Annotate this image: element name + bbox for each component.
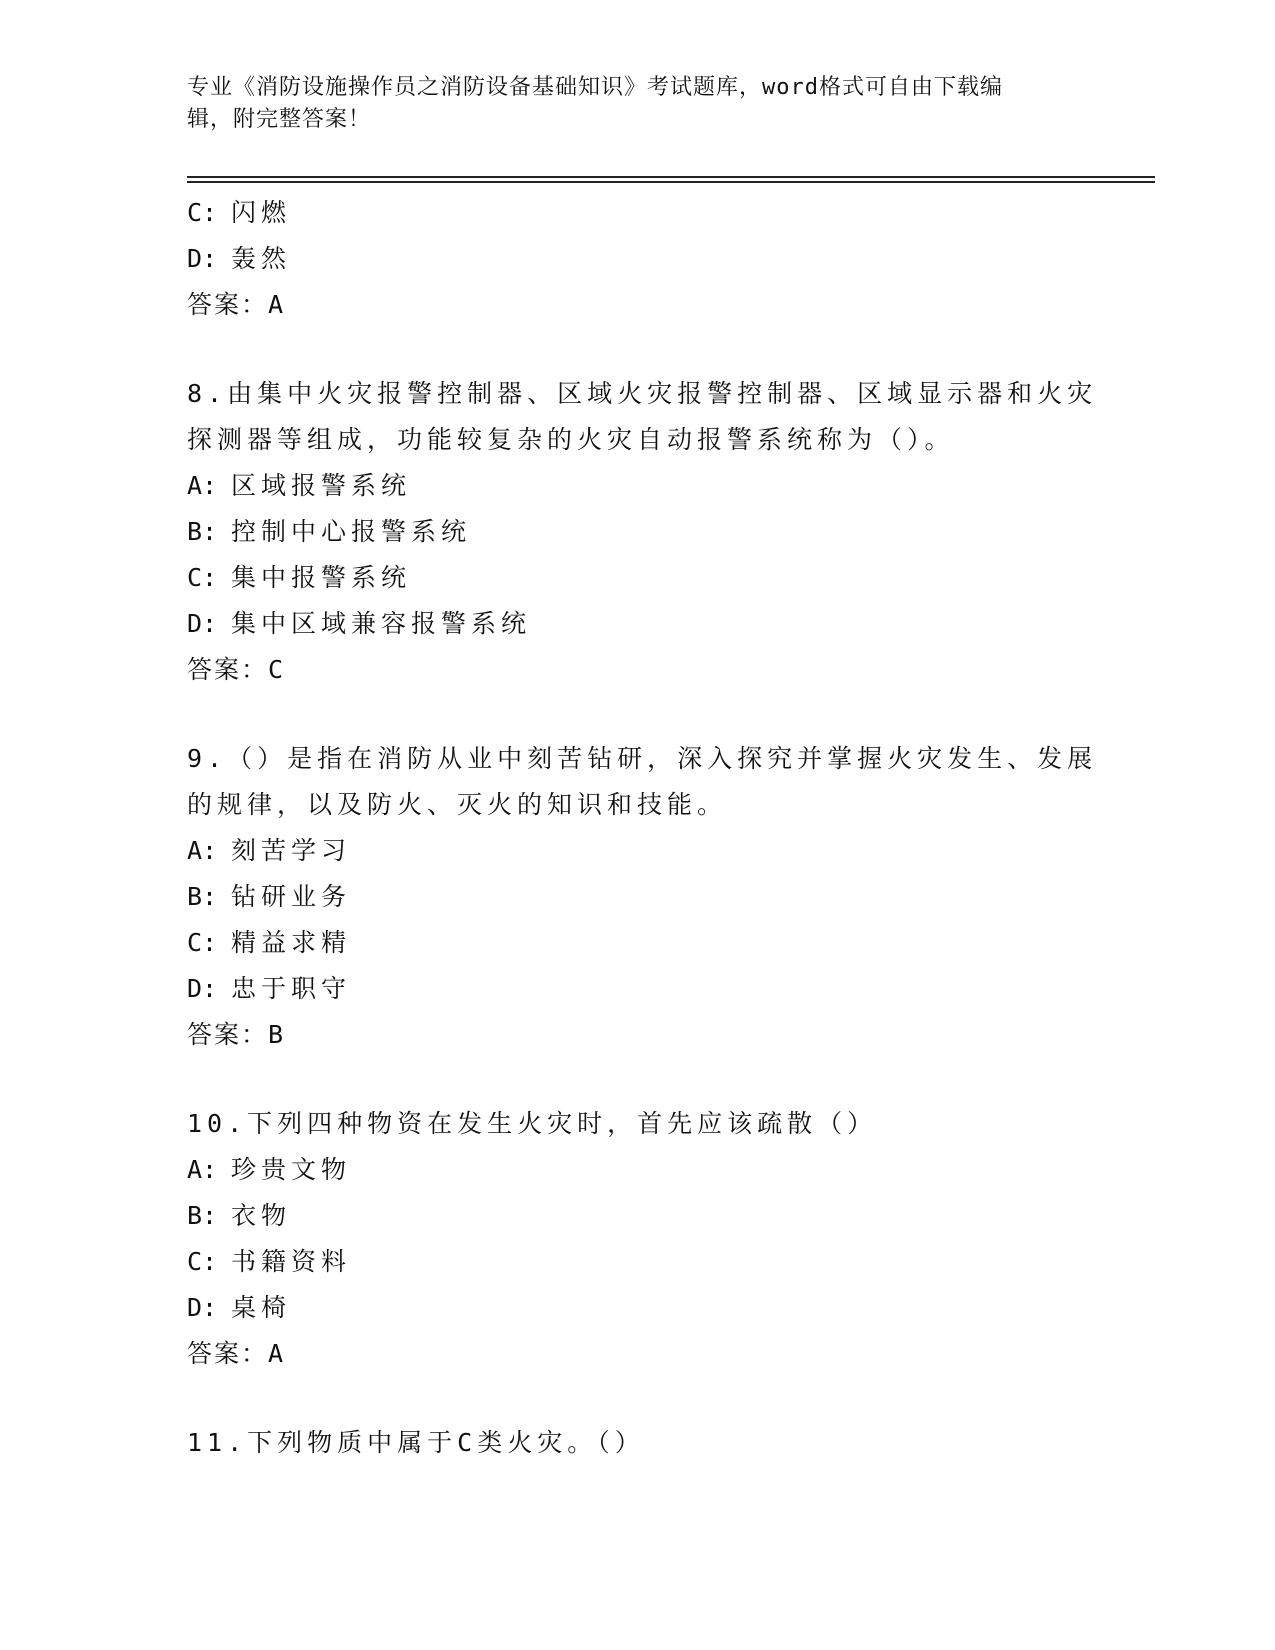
option-a <box>187 828 1087 874</box>
option-key: B: <box>187 517 218 546</box>
option-text: 珍贵文物 <box>231 1155 352 1184</box>
question-9 <box>187 736 1098 1058</box>
header-line-1: 专业《消防设施操作员之消防设备基础知识》考试题库，word格式可自由下载编 <box>187 75 1003 100</box>
option-text: 忠于职守 <box>231 974 352 1003</box>
option-text: 集中报警系统 <box>231 563 412 592</box>
option-key: C: <box>187 198 218 227</box>
question-content <box>187 190 1098 1466</box>
question-text-line: 的规律，以及防火、灭火的知识和技能。 <box>187 790 728 819</box>
option-d <box>187 966 1087 1012</box>
option-c <box>187 1239 1087 1285</box>
option-key: A: <box>187 1155 218 1184</box>
option-key: A: <box>187 836 218 865</box>
option-a <box>187 1147 1087 1193</box>
option-text: 衣物 <box>231 1201 292 1230</box>
option-c <box>187 190 1087 236</box>
option-b <box>187 1193 1087 1239</box>
option-c <box>187 920 1087 966</box>
option-text: 书籍资料 <box>231 1247 352 1276</box>
option-text: 钻研业务 <box>231 882 352 911</box>
question-text-line: 9.（）是指在消防从业中刻苦钻研，深入探究并掌握火灾发生、发展 <box>187 744 1098 773</box>
option-key: B: <box>187 882 218 911</box>
question-text-line: 探测器等组成，功能较复杂的火灾自动报警系统称为（）。 <box>187 425 955 454</box>
page-header <box>187 72 1067 136</box>
header-line-2: 辑，附完整答案！ <box>187 107 372 132</box>
option-key: B: <box>187 1201 218 1230</box>
option-text: 桌椅 <box>231 1293 292 1322</box>
option-d <box>187 1285 1087 1331</box>
option-a <box>187 463 1087 509</box>
question-text-line: 8.由集中火灾报警控制器、区域火灾报警控制器、区域显示器和火灾 <box>187 379 1098 408</box>
option-text: 闪燃 <box>231 198 292 227</box>
option-text: 轰然 <box>231 244 292 273</box>
question-10 <box>187 1101 1087 1377</box>
option-c <box>187 555 1087 601</box>
option-d <box>187 601 1087 647</box>
header-divider-bottom <box>187 181 1155 183</box>
question-8 <box>187 371 1098 693</box>
option-d <box>187 236 1087 282</box>
header-divider-top <box>187 176 1155 178</box>
option-key: D: <box>187 1293 218 1322</box>
question-text-line: 11.下列物质中属于C类火灾。（） <box>187 1428 645 1457</box>
question-11 <box>187 1420 1087 1466</box>
answer-line: 答案：A <box>187 290 286 319</box>
option-text: 控制中心报警系统 <box>231 517 472 546</box>
option-key: C: <box>187 928 218 957</box>
option-key: A: <box>187 471 218 500</box>
option-b <box>187 509 1087 555</box>
option-key: C: <box>187 563 218 592</box>
answer-line: 答案：C <box>187 655 286 684</box>
option-key: D: <box>187 974 218 1003</box>
answer-line: 答案：A <box>187 1339 286 1368</box>
option-text: 集中区域兼容报警系统 <box>231 609 532 638</box>
previous-question-tail <box>187 190 1087 328</box>
option-text: 区域报警系统 <box>231 471 412 500</box>
option-text: 刻苦学习 <box>231 836 352 865</box>
option-text: 精益求精 <box>231 928 352 957</box>
option-key: D: <box>187 609 218 638</box>
option-key: C: <box>187 1247 218 1276</box>
option-key: D: <box>187 244 218 273</box>
answer-line: 答案：B <box>187 1020 286 1049</box>
question-text-line: 10.下列四种物资在发生火灾时，首先应该疏散（） <box>187 1109 878 1138</box>
option-b <box>187 874 1087 920</box>
